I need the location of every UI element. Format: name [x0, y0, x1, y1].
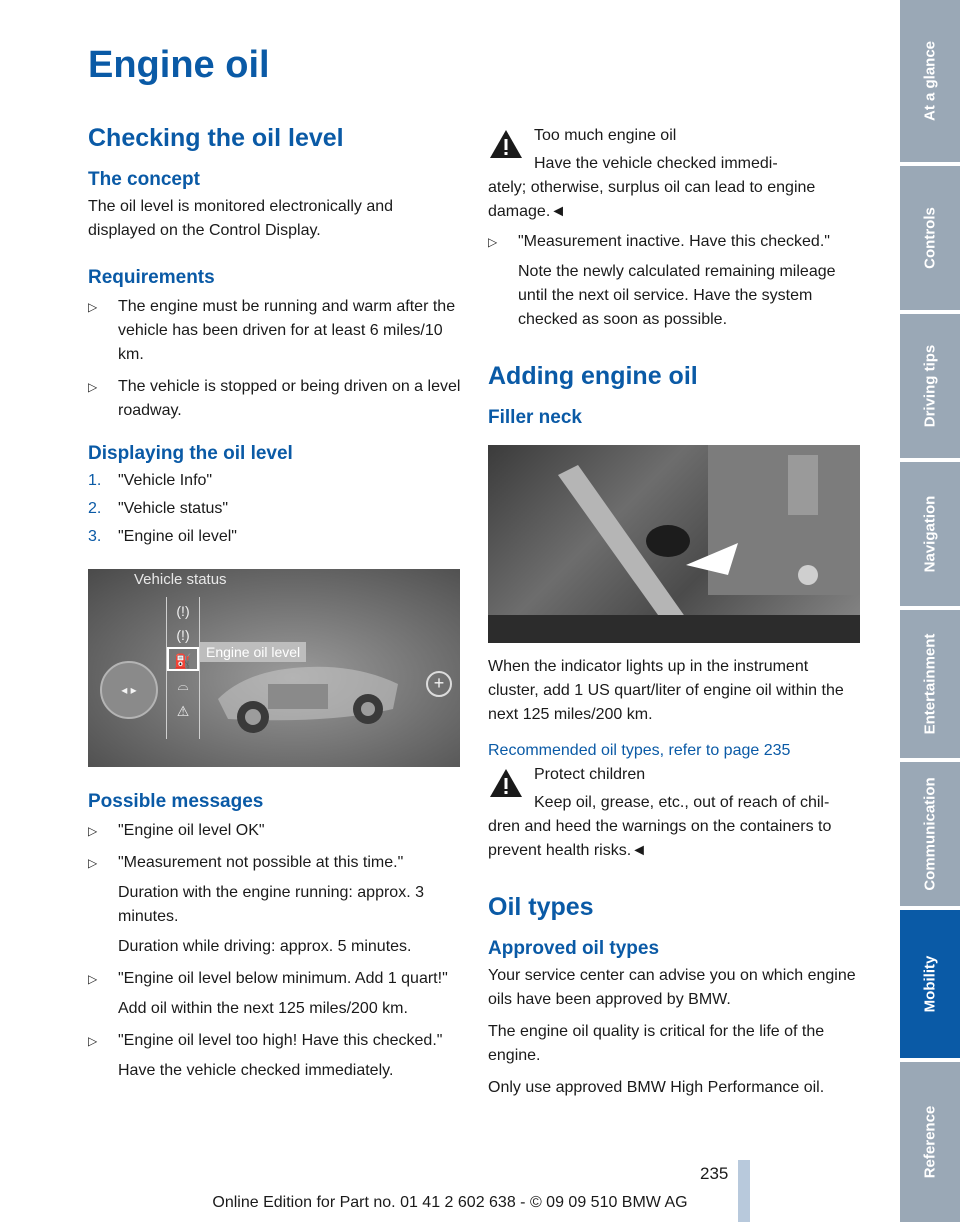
tab-controls[interactable]: Controls: [900, 166, 960, 310]
list-item: 2. "Vehicle status": [88, 500, 229, 517]
section-title-adding: Adding engine oil: [488, 362, 698, 390]
warning-title: Too much engine oil: [534, 127, 677, 144]
list-item: ▷ "Measurement inactive. Have this checked." Note the newly calculated remaining mileage until the next oil service. Have the system checked as soon as possible.: [488, 230, 862, 332]
approved-heading: Approved oil types: [488, 938, 660, 959]
list-item: ▷ "Engine oil level too high! Have this checked." Have the vehicle checked immediately.: [88, 1029, 462, 1083]
control-display-screenshot: [88, 569, 460, 767]
tab-at-a-glance[interactable]: At a glance: [900, 0, 960, 162]
tire-pressure-icon: (!): [176, 603, 190, 619]
engine-oil-level-label: Engine oil level: [200, 642, 306, 662]
oil-types-paragraph: Only use approved BMW High Performance oil.: [488, 1079, 825, 1096]
bullet-triangle-icon: ▷: [88, 380, 98, 394]
warning-text-first: Keep oil, grease, etc., out of reach of chil-: [534, 794, 830, 811]
plus-icon: +: [426, 671, 452, 697]
bullet-triangle-icon: ▷: [88, 824, 98, 838]
section-title-oil-types: Oil types: [488, 893, 594, 921]
messages-list: [88, 819, 462, 1083]
warning-title: Protect children: [534, 766, 646, 783]
messages-heading: Possible messages: [88, 791, 264, 812]
bullet-triangle-icon: ▷: [88, 1034, 98, 1048]
bullet-triangle-icon: ▷: [88, 972, 98, 986]
warning-triangle-icon: [488, 128, 524, 160]
left-column: [88, 124, 462, 1091]
tab-communication[interactable]: Communication: [900, 762, 960, 906]
displaying-steps: [88, 469, 462, 549]
screen-header: Vehicle status: [134, 571, 227, 588]
adding-text: When the indicator lights up in the instrument cluster, add 1 US quart/liter of engine oil within the next 125 miles/200 km.: [488, 658, 844, 723]
warning-text-rest: dren and heed the warnings on the containers to prevent health risks.◄: [488, 818, 832, 859]
page-number: 235: [700, 1164, 729, 1183]
warning-text-first: Have the vehicle checked immedi-: [534, 155, 778, 172]
oil-types-paragraph: Your service center can advise you on which engine oils have been approved by BMW.: [488, 967, 856, 1008]
concept-text: The oil level is monitored electronically and displayed on the Control Display.: [88, 198, 394, 239]
footer-text: Online Edition for Part no. 01 41 2 602 638 - © 09 09 510 BMW AG: [212, 1194, 688, 1211]
list-item: ▷ The engine must be running and warm after the vehicle has been driven for at least 6 miles/10 km.: [88, 295, 462, 367]
warning-triangle-icon: [488, 767, 524, 799]
bullet-triangle-icon: ▷: [488, 235, 498, 249]
warning-protect-children: [488, 763, 862, 863]
concept-heading: The concept: [88, 169, 200, 190]
list-item: ▷ "Measurement not possible at this time." Duration with the engine running: approx. 3 minutes. Duration while driving: approx. 5 minutes.: [88, 851, 462, 959]
oil-types-link[interactable]: Recommended oil types, refer to page 235: [488, 742, 791, 759]
section-title-checking: Checking the oil level: [88, 124, 344, 152]
tire-init-icon: (!): [176, 627, 190, 643]
list-item: 1. "Vehicle Info": [88, 472, 213, 489]
controller-knob-icon: ◂ ▸: [100, 661, 158, 719]
page-title: Engine oil: [88, 44, 270, 86]
list-item: 3. "Engine oil level": [88, 528, 237, 545]
filler-neck-photo: [488, 445, 860, 643]
tab-entertainment[interactable]: Entertainment: [900, 610, 960, 758]
oil-can-icon: ⛽: [167, 647, 199, 671]
tab-driving-tips[interactable]: Driving tips: [900, 314, 960, 458]
inactive-list: [488, 230, 862, 332]
right-column: [488, 124, 862, 1100]
filler-neck-heading: Filler neck: [488, 407, 582, 428]
car-chassis-icon: [208, 629, 408, 739]
tab-navigation[interactable]: Navigation: [900, 462, 960, 606]
tab-reference[interactable]: Reference: [900, 1062, 960, 1222]
warning-text-rest: ately; otherwise, surplus oil can lead to engine damage.◄: [488, 179, 816, 220]
requirements-heading: Requirements: [88, 267, 215, 288]
warning-too-much-oil: [488, 124, 862, 224]
warning-icon: ⚠: [176, 703, 190, 719]
page-number-bar: [738, 1160, 750, 1222]
chapter-tab-strip: [900, 0, 960, 1222]
list-item: ▷ The vehicle is stopped or being driven on a level roadway.: [88, 375, 462, 423]
bullet-triangle-icon: ▷: [88, 856, 98, 870]
oil-types-paragraph: The engine oil quality is critical for the life of the engine.: [488, 1023, 825, 1064]
list-item: ▷ "Engine oil level OK": [88, 819, 462, 843]
bullet-triangle-icon: ▷: [88, 300, 98, 314]
list-item: ▷ "Engine oil level below minimum. Add 1 quart!" Add oil within the next 125 miles/200 km.: [88, 967, 462, 1021]
screen-menu: [166, 597, 200, 739]
displaying-heading: Displaying the oil level: [88, 443, 293, 464]
requirements-list: [88, 295, 462, 423]
tab-mobility[interactable]: Mobility: [900, 910, 960, 1058]
car-icon: ⌓: [177, 677, 189, 693]
engine-bay-illustration: [488, 445, 860, 643]
